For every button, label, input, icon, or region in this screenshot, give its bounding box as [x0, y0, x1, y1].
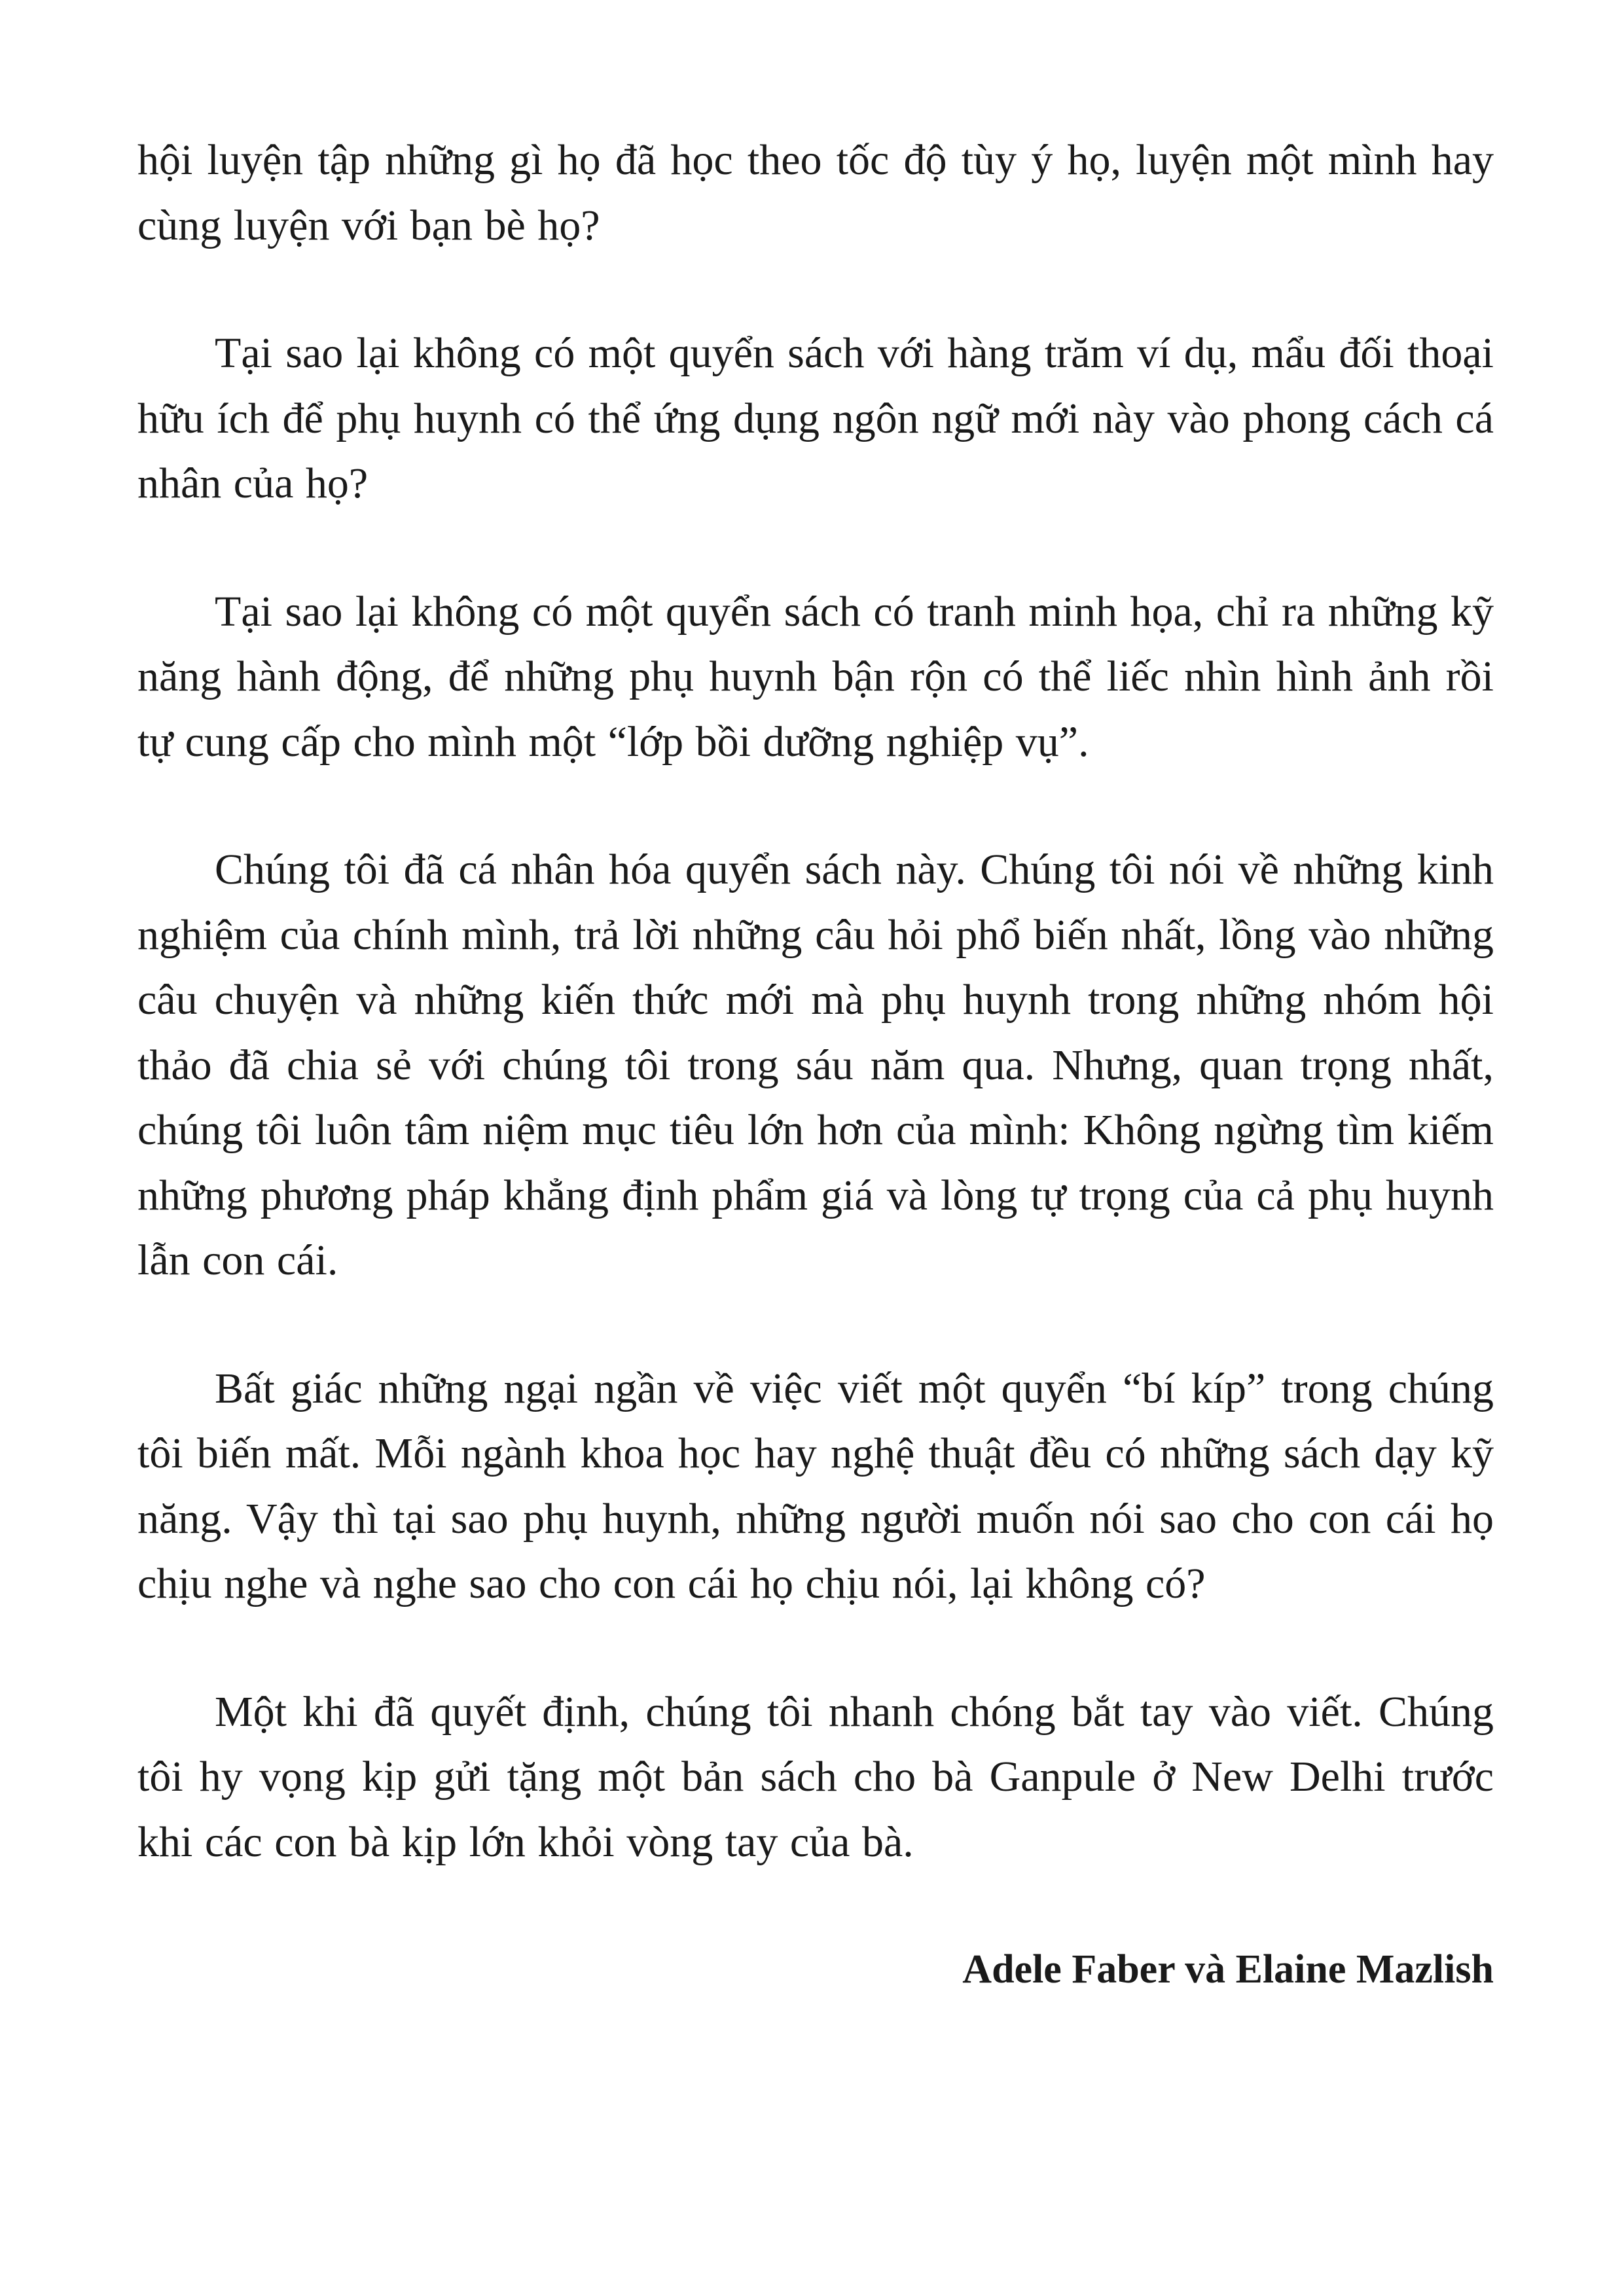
paragraph-illustrated-book: Tại sao lại không có một quyển sách có tranh minh họa, chỉ ra những kỹ năng hành động, để những phụ huynh bận rộn có thể liếc nhìn hình ảnh rồi tự cung cấp cho mình một “lớp bồi dưỡng nghiệp vụ”.: [137, 587, 1494, 766]
paragraph-hesitation: Bất giác những ngại ngần về việc viết một quyển “bí kíp” trong chúng tôi biến mất. Mỗi ngành khoa học hay nghệ thuật đều có những sách dạy kỹ năng. Vậy thì tại sao phụ huynh, những người muốn nói sao cho con cái họ chịu nghe và nghe sao cho con cái họ chịu nói, lại không có?: [137, 1364, 1494, 1607]
paragraph-personalized: Chúng tôi đã cá nhân hóa quyển sách này. Chúng tôi nói về những kinh nghiệm của chính mình, trả lời những câu hỏi phổ biến nhất, lồng vào những câu chuyện và những kiến thức mới mà phụ huynh trong những nhóm hội thảo đã chia sẻ với chúng tôi trong sáu năm qua. Nhưng, quan trọng nhất, chúng tôi luôn tâm niệm mục tiêu lớn hơn của mình: Không ngừng tìm kiếm những phương pháp khẳng định phẩm giá và lòng tự trọng của cả phụ huynh lẫn con cái.: [137, 846, 1494, 1284]
paragraph-continuation: hội luyện tập những gì họ đã học theo tốc độ tùy ý họ, luyện một mình hay cùng luyện với bạn bè họ?: [137, 136, 1494, 249]
paragraph-decision: Một khi đã quyết định, chúng tôi nhanh chóng bắt tay vào viết. Chúng tôi hy vọng kịp gửi tặng một bản sách cho bà Ganpule ở New Delhi trước khi các con bà kịp lớn khỏi vòng tay của bà.: [137, 1687, 1494, 1866]
document-page: [137, 128, 1494, 2002]
author-signature: Adele Faber và Elaine Mazlish: [962, 1947, 1494, 1992]
paragraph-example-dialogues: Tại sao lại không có một quyển sách với hàng trăm ví dụ, mẩu đối thoại hữu ích để phụ huynh có thể ứng dụng ngôn ngữ mới này vào phong cách cá nhân của họ?: [137, 329, 1494, 507]
